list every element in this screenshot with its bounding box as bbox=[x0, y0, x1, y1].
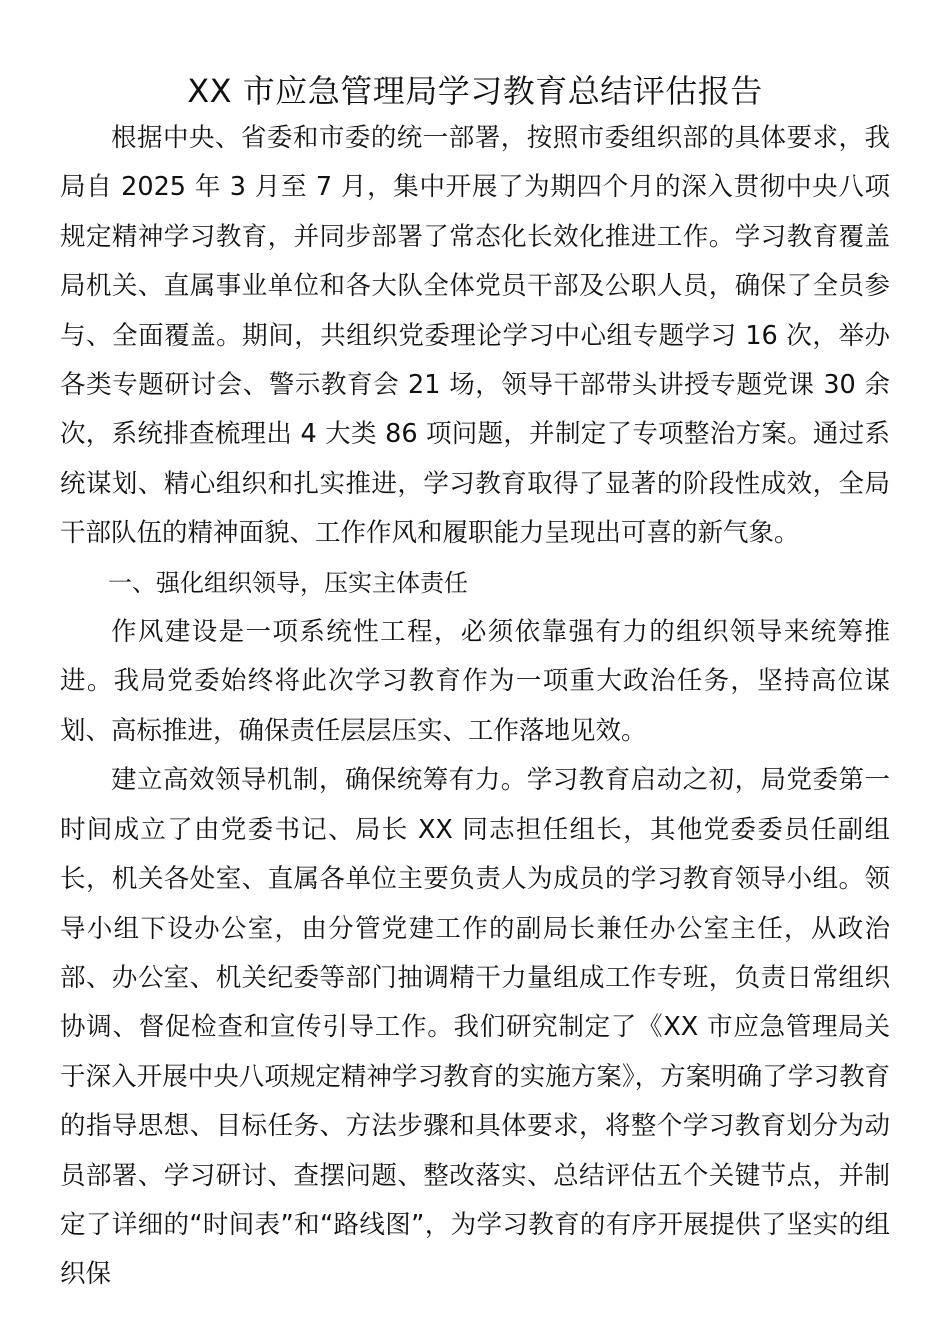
section-heading-1: 一、强化组织领导，压实主体责任 bbox=[108, 568, 468, 597]
section-1-paragraph-1: 作风建设是一项系统性工程，必须依靠强有力的组织领导来统筹推进。我局党委始终将此次学习教育作为一项重大政治任务，坚持高位谋划、高标推进，确保责任层层压实、工作落地见效。 bbox=[60, 617, 890, 746]
section-1-paragraph-2: 建立高效领导机制，确保统筹有力。学习教育启动之初，局党委第一时间成立了由党委书记、局长 XX 同志担任组长，其他党委委员任副组长，机关各处室、直属各单位主要负责人为成员的学习教育领导小组。领导小组下设办公室，由分管党建工作的副局长兼任办公室主任，从政治部、办公室、机关纪委等部门抽调精干力量组成工作专班，负责日常组织协调、督促检查和宣传引导工作。我们研究制定了《XX 市应急管理局关于深入开展中央八项规定精神学习教育的实施方案》，方案明确了学习教育的指导思想、目标任务、方法步骤和具体要求，将整个学习教育划分为动员部署、学习研讨、查摆问题、整改落实、总结评估五个关键节点，并制定了详细的“时间表”和“路线图”，为学习教育的有序开展提供了坚实的组织保 bbox=[60, 765, 890, 1290]
document-page bbox=[60, 68, 890, 1328]
document-title: XX 市应急管理局学习教育总结评估报告 bbox=[187, 72, 763, 110]
intro-paragraph: 根据中央、省委和市委的统一部署，按照市委组织部的具体要求，我局自 2025 年 3 月至 7 月，集中开展了为期四个月的深入贯彻中央八项规定精神学习教育，并同步部署了常态化长效化推进工作。学习教育覆盖局机关、直属事业单位和各大队全体党员干部及公职人员，确保了全员参与、全面覆盖。期间，共组织党委理论学习中心组专题学习 16 次，举办各类专题研讨会、警示教育会 21 场，领导干部带头讲授专题党课 30 余次，系统排查梳理出 4 大类 86 项问题，并制定了专项整治方案。通过系统谋划、精心组织和扎实推进，学习教育取得了显著的阶段性成效，全局干部队伍的精神面貌、工作作风和履职能力呈现出可喜的新气象。 bbox=[60, 123, 890, 549]
